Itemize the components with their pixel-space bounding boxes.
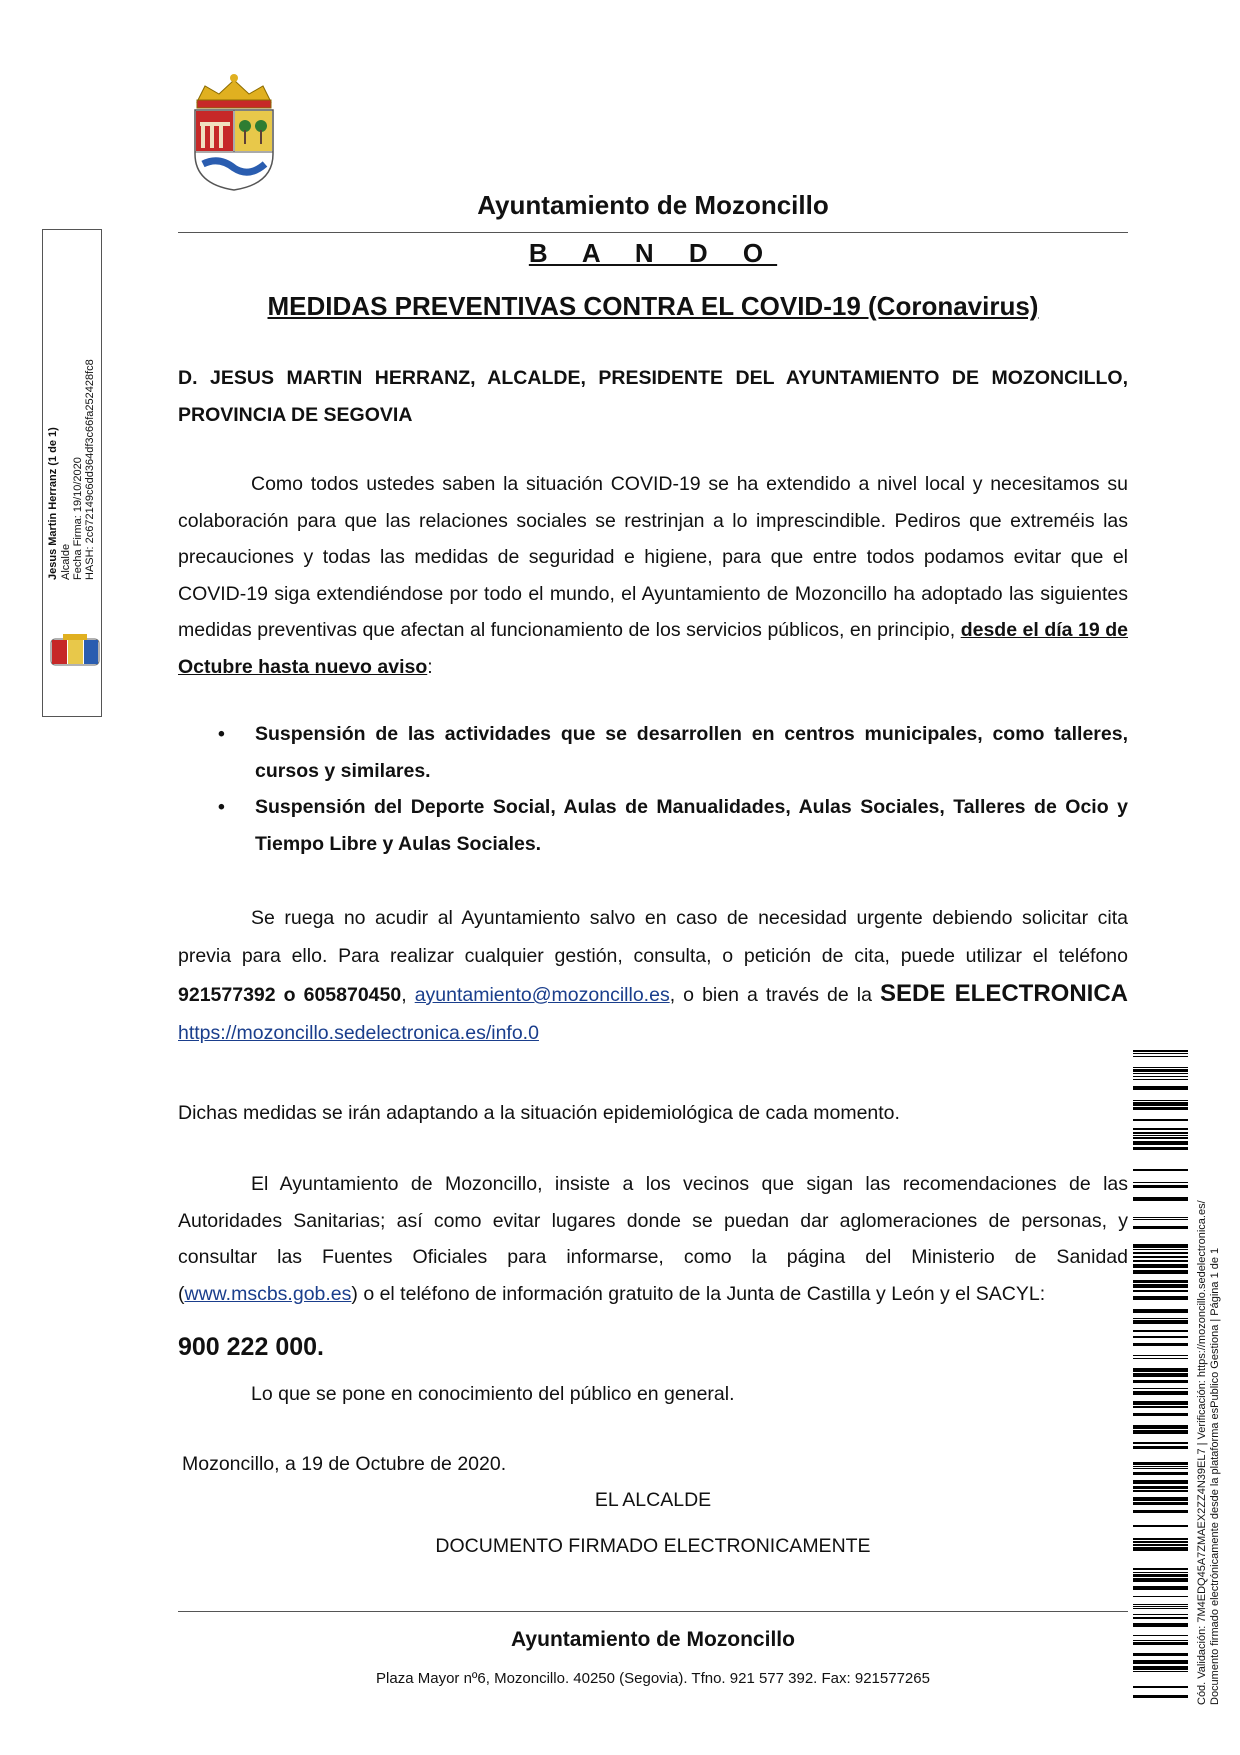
- place-date: Mozoncillo, a 19 de Octubre de 2020.: [182, 1453, 507, 1475]
- intro-paragraph: D. JESUS MARTIN HERRANZ, ALCALDE, PRESIDENTE DEL AYUNTAMIENTO DE MOZONCILLO, PROVINCIA DE SEGOVIA: [178, 367, 1128, 426]
- contact-text: Se ruega no acudir al Ayuntamiento salvo en caso de necesidad urgente debiendo solicitar cita previa para ello. Para realizar cualquier gestión, consulta, o petición de cita, puede utilizar el teléfono: [178, 907, 1128, 967]
- contact-phones: 921577392 o 605870450: [178, 984, 402, 1006]
- verification-line-1: Cód. Validación: 7M4EDQ45A7ZMAEX2ZZ4N39EL7 | Verificación: https://mozoncillo.sedelectronica.es/: [1196, 1200, 1208, 1705]
- signer-role: Alcalde: [60, 543, 72, 580]
- paragraph-situation-text: Como todos ustedes saben la situación COVID-19 se ha extendido a nivel local y necesitamos su colaboración para que las relaciones sociales se restrinjan a lo imprescindible. Pediros que extreméis las precauciones y todas las medidas de seguridad e higiene, para que entre todos podamos evitar que el COVID-19 siga extendiéndose por todo el mundo, el Ayuntamiento de Mozoncillo ha adoptado las siguientes medidas preventivas que afectan al funcionamiento de los servicios públicos, en principio,: [178, 473, 1128, 641]
- signature-date: Fecha Firma: 19/10/2020: [72, 457, 84, 580]
- small-coat-of-arms-logo: [49, 633, 101, 667]
- sede-electronica-label: SEDE ELECTRONICA: [880, 980, 1128, 1007]
- signer-name: Jesus Martin Herranz (1 de 1): [47, 427, 59, 580]
- paragraph-situation: [178, 466, 1128, 685]
- signed-notice: DOCUMENTO FIRMADO ELECTRONICAMENTE: [435, 1535, 871, 1557]
- list-item-text: Suspensión del Deporte Social, Aulas de Manualidades, Aulas Sociales, Talleres de Ocio y Tiempo Libre y Aulas Sociales.: [255, 796, 1128, 855]
- verification-line-2: Documento firmado electrónicamente desde la plataforma esPublico Gestiona | Página 1 de 1: [1209, 1247, 1221, 1705]
- email-link[interactable]: ayuntamiento@mozoncillo.es: [414, 984, 670, 1006]
- signer-title: EL ALCALDE: [594, 1489, 712, 1511]
- health-phone: 900 222 000.: [178, 1333, 324, 1361]
- paragraph-public-notice: Lo que se pone en conocimiento del público en general.: [251, 1383, 735, 1405]
- recommendations-text-2: ) o el teléfono de información gratuito de la Junta de Castilla y León y el SACYL:: [351, 1282, 1046, 1305]
- measures-list: [178, 716, 1128, 862]
- barcode: [1133, 1050, 1188, 1705]
- contact-text-2: , o bien a través de la: [669, 984, 880, 1006]
- paragraph-contact: [178, 899, 1128, 1052]
- footer-divider: [178, 1611, 1128, 1612]
- list-item: [178, 716, 1128, 789]
- contact-separator: ,: [401, 984, 415, 1006]
- footer-title: Ayuntamiento de Mozoncillo: [511, 1628, 795, 1651]
- header-divider: [178, 232, 1128, 233]
- header-title: Ayuntamiento de Mozoncillo: [477, 190, 829, 220]
- footer-address: Plaza Mayor nº6, Mozoncillo. 40250 (Segovia). Tfno. 921 577 392. Fax: 921577265: [376, 1670, 930, 1687]
- bullet-icon: •: [218, 723, 225, 745]
- period-emphasis: desde el día 19 de Octubre hasta nuevo aviso: [178, 619, 1128, 678]
- bando-heading: B A N D O: [528, 238, 778, 268]
- coat-of-arms-logo: [175, 72, 293, 192]
- recommendations-text: El Ayuntamiento de Mozoncillo, insiste a los vecinos que sigan las recomendaciones de las Autoridades Sanitarias; así como evitar lugares donde se puedan dar aglomeraciones de personas, y consultar las Fuentes Oficiales para informarse, como la página del Ministerio de Sanidad (: [178, 1173, 1128, 1305]
- sede-electronica-link[interactable]: https://mozoncillo.sedelectronica.es/info.0: [178, 1022, 539, 1044]
- paragraph-adaptation: Dichas medidas se irán adaptando a la situación epidemiológica de cada momento.: [178, 1102, 900, 1124]
- list-item-text: Suspensión de las actividades que se desarrollen en centros municipales, como talleres, cursos y similares.: [255, 723, 1128, 782]
- bullet-icon: •: [218, 796, 225, 818]
- paragraph-recommendations: [178, 1166, 1128, 1312]
- signature-hash: HASH: 2c672149c6dd364df3c66fa252428fc8: [84, 359, 96, 580]
- document-subtitle: MEDIDAS PREVENTIVAS CONTRA EL COVID-19 (Coronavirus): [267, 291, 1039, 321]
- list-item: [178, 789, 1128, 862]
- ministry-link[interactable]: www.mscbs.gob.es: [184, 1282, 352, 1305]
- paragraph-situation-end: :: [427, 655, 433, 678]
